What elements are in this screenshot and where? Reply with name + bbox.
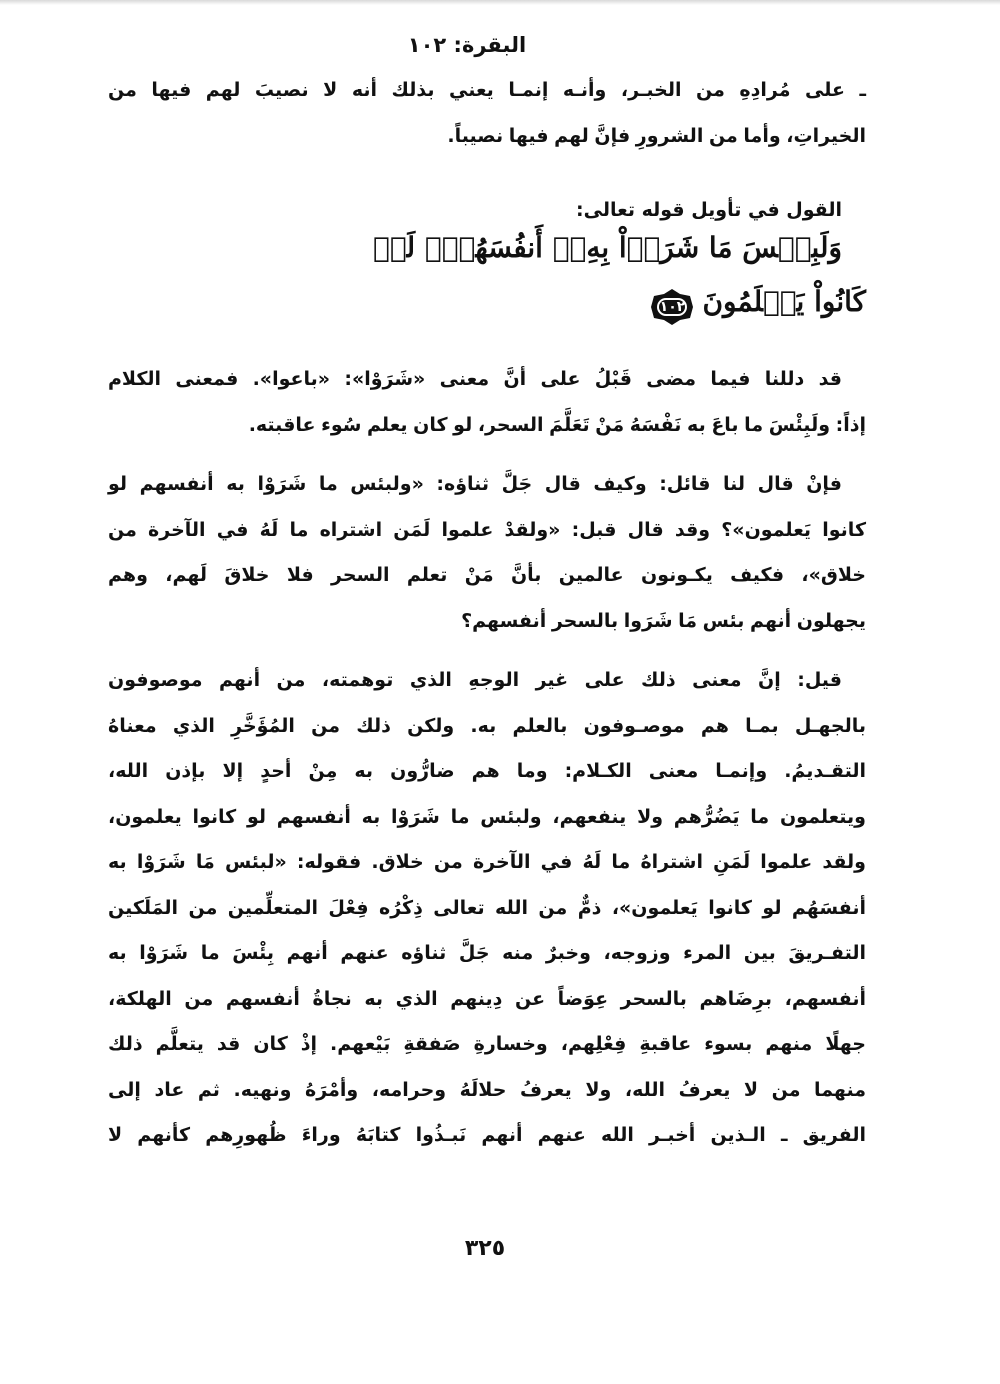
text-line: ولقد علموا لَمَنِ اشتراهُ ما لَهُ في الآخرة من خلاق. فقوله: «لبئس مَا شَرَوْا به <box>108 851 866 873</box>
text-line: إذاً: ولَبِئْسَ ما باعَ به نَفْسَهُ مَنْ تَعَلَّمَ السحر، لو كان يعلم سُوء عاقبته. <box>248 413 866 436</box>
text-line: ويتعلمون ما يَضُرُّهم ولا ينفعهم، ولبئس ما شَرَوْا به أنفسهم لو كانوا يعلمون، <box>108 805 866 828</box>
text-line: الفريق ـ الـذين أخبـر الله عنهم أنهم نَبـذُوا كتابَهُ وراءَ ظُهورِهم كأنهم لا <box>108 1124 866 1146</box>
text-line: كانوا يَعلمون»؟ وقد قال قبل: «ولقدْ علموا لَمَن اشتراه ما لَهُ في الآخرة من <box>108 518 866 541</box>
paragraph-gap <box>108 644 866 658</box>
text-line: قيل: إنَّ معنى ذلك على غير الوجهِ الذي توهمته، من أنهم موصوفون <box>108 669 842 691</box>
heading-intro: القول في تأويل قوله تعالى: <box>576 199 842 221</box>
quran-verse-part-1: وَلَبِئۡسَ مَا شَرَوۡاْ بِهِۦٓ أَنفُسَهُمۡۚ لَوۡ <box>373 231 842 264</box>
section-heading <box>108 199 866 329</box>
text-line: الخيراتِ، وأما من الشرورِ فإنَّ لهم فيها نصيباً. <box>447 124 866 147</box>
text-line: جهلًا منهم بسوء عاقبةِ فِعْلِهم، وخسارةِ صَفقةِ بَيْعهم. إذْ كان قد يتعلَّم ذلك <box>108 1033 866 1055</box>
heading-line <box>108 199 866 275</box>
text-line: التقـديمُ. وإنمـا معنى الكـلام: وما هم ضارُّون به مِنْ أحدٍ إلا بإذن الله، <box>108 760 866 782</box>
verse-number: ١٠٢ <box>659 299 686 315</box>
paragraph-gap <box>108 448 866 462</box>
paragraph <box>108 658 866 1159</box>
text-line: بالجهـل بمـا هم موصـوفون بالعلم به. ولكن ذلك من المُؤَخَّرِ الذي معناهُ <box>108 714 866 737</box>
text-line: أنفسهم، برِضَاهم بالسحر عِوَضاً عن دِينهم الذي به نجاةُ أنفسهم من الهلكة، <box>108 987 866 1010</box>
quran-verse-part-2: كَانُواْ يَعۡلَمُونَ <box>702 285 866 318</box>
verse-number-ornament <box>650 288 694 326</box>
text-line: فإنْ قال لنا قائل: وكيف قال جَلَّ ثناؤه: «ولبئس ما شَرَوْا به أنفسهم لو <box>108 473 842 495</box>
text-line: ـ على مُرادِهِ من الخبـر، وأنـه إنمـا يعني بذلك أنه لا نصيبَ لهم فيها من <box>108 79 866 101</box>
running-head: البقرة: ١٠٢ <box>407 33 527 57</box>
text-line: أنفسَهُم لو كانوا يَعلمون»، ذمٌّ من الله تعالى ذِكْرُه فِعْلَ المتعلِّمين من المَلَكين <box>108 896 866 919</box>
text-line: خلاق»، فكيف يكـونون عالمين بأنَّ مَنْ تعلم السحر فلا خلاقَ لَهم، وهم <box>108 564 866 586</box>
continuation-paragraph <box>108 68 866 159</box>
text-line: يجهلون أنهم بئس مَا شَرَوا بالسحر أنفسهم؟ <box>461 609 866 632</box>
book-page <box>108 28 866 1159</box>
paragraph <box>108 462 866 644</box>
paragraph <box>108 357 866 448</box>
text-line: منهما من لا يعرفُ الله، ولا يعرفُ حلالَهُ وحرامه، وأمْرَهُ ونهيه. ثم عاد إلى <box>108 1078 866 1101</box>
text-line: التفـريقَ بين المرء وزوجه، وخبرٌ منه جَلَّ ثناؤه عنهم أنهم بِئْسَ ما شَرَوْا به <box>108 942 866 964</box>
page-number: ٣٢٥ <box>464 1236 506 1261</box>
text-line: قد دللنا فيما مضى قَبْلُ على أنَّ معنى «شَرَوْا»: «باعوا». فمعنى الكلام <box>108 368 842 390</box>
scan-top-shadow <box>0 0 1000 5</box>
heading-line <box>108 275 866 329</box>
